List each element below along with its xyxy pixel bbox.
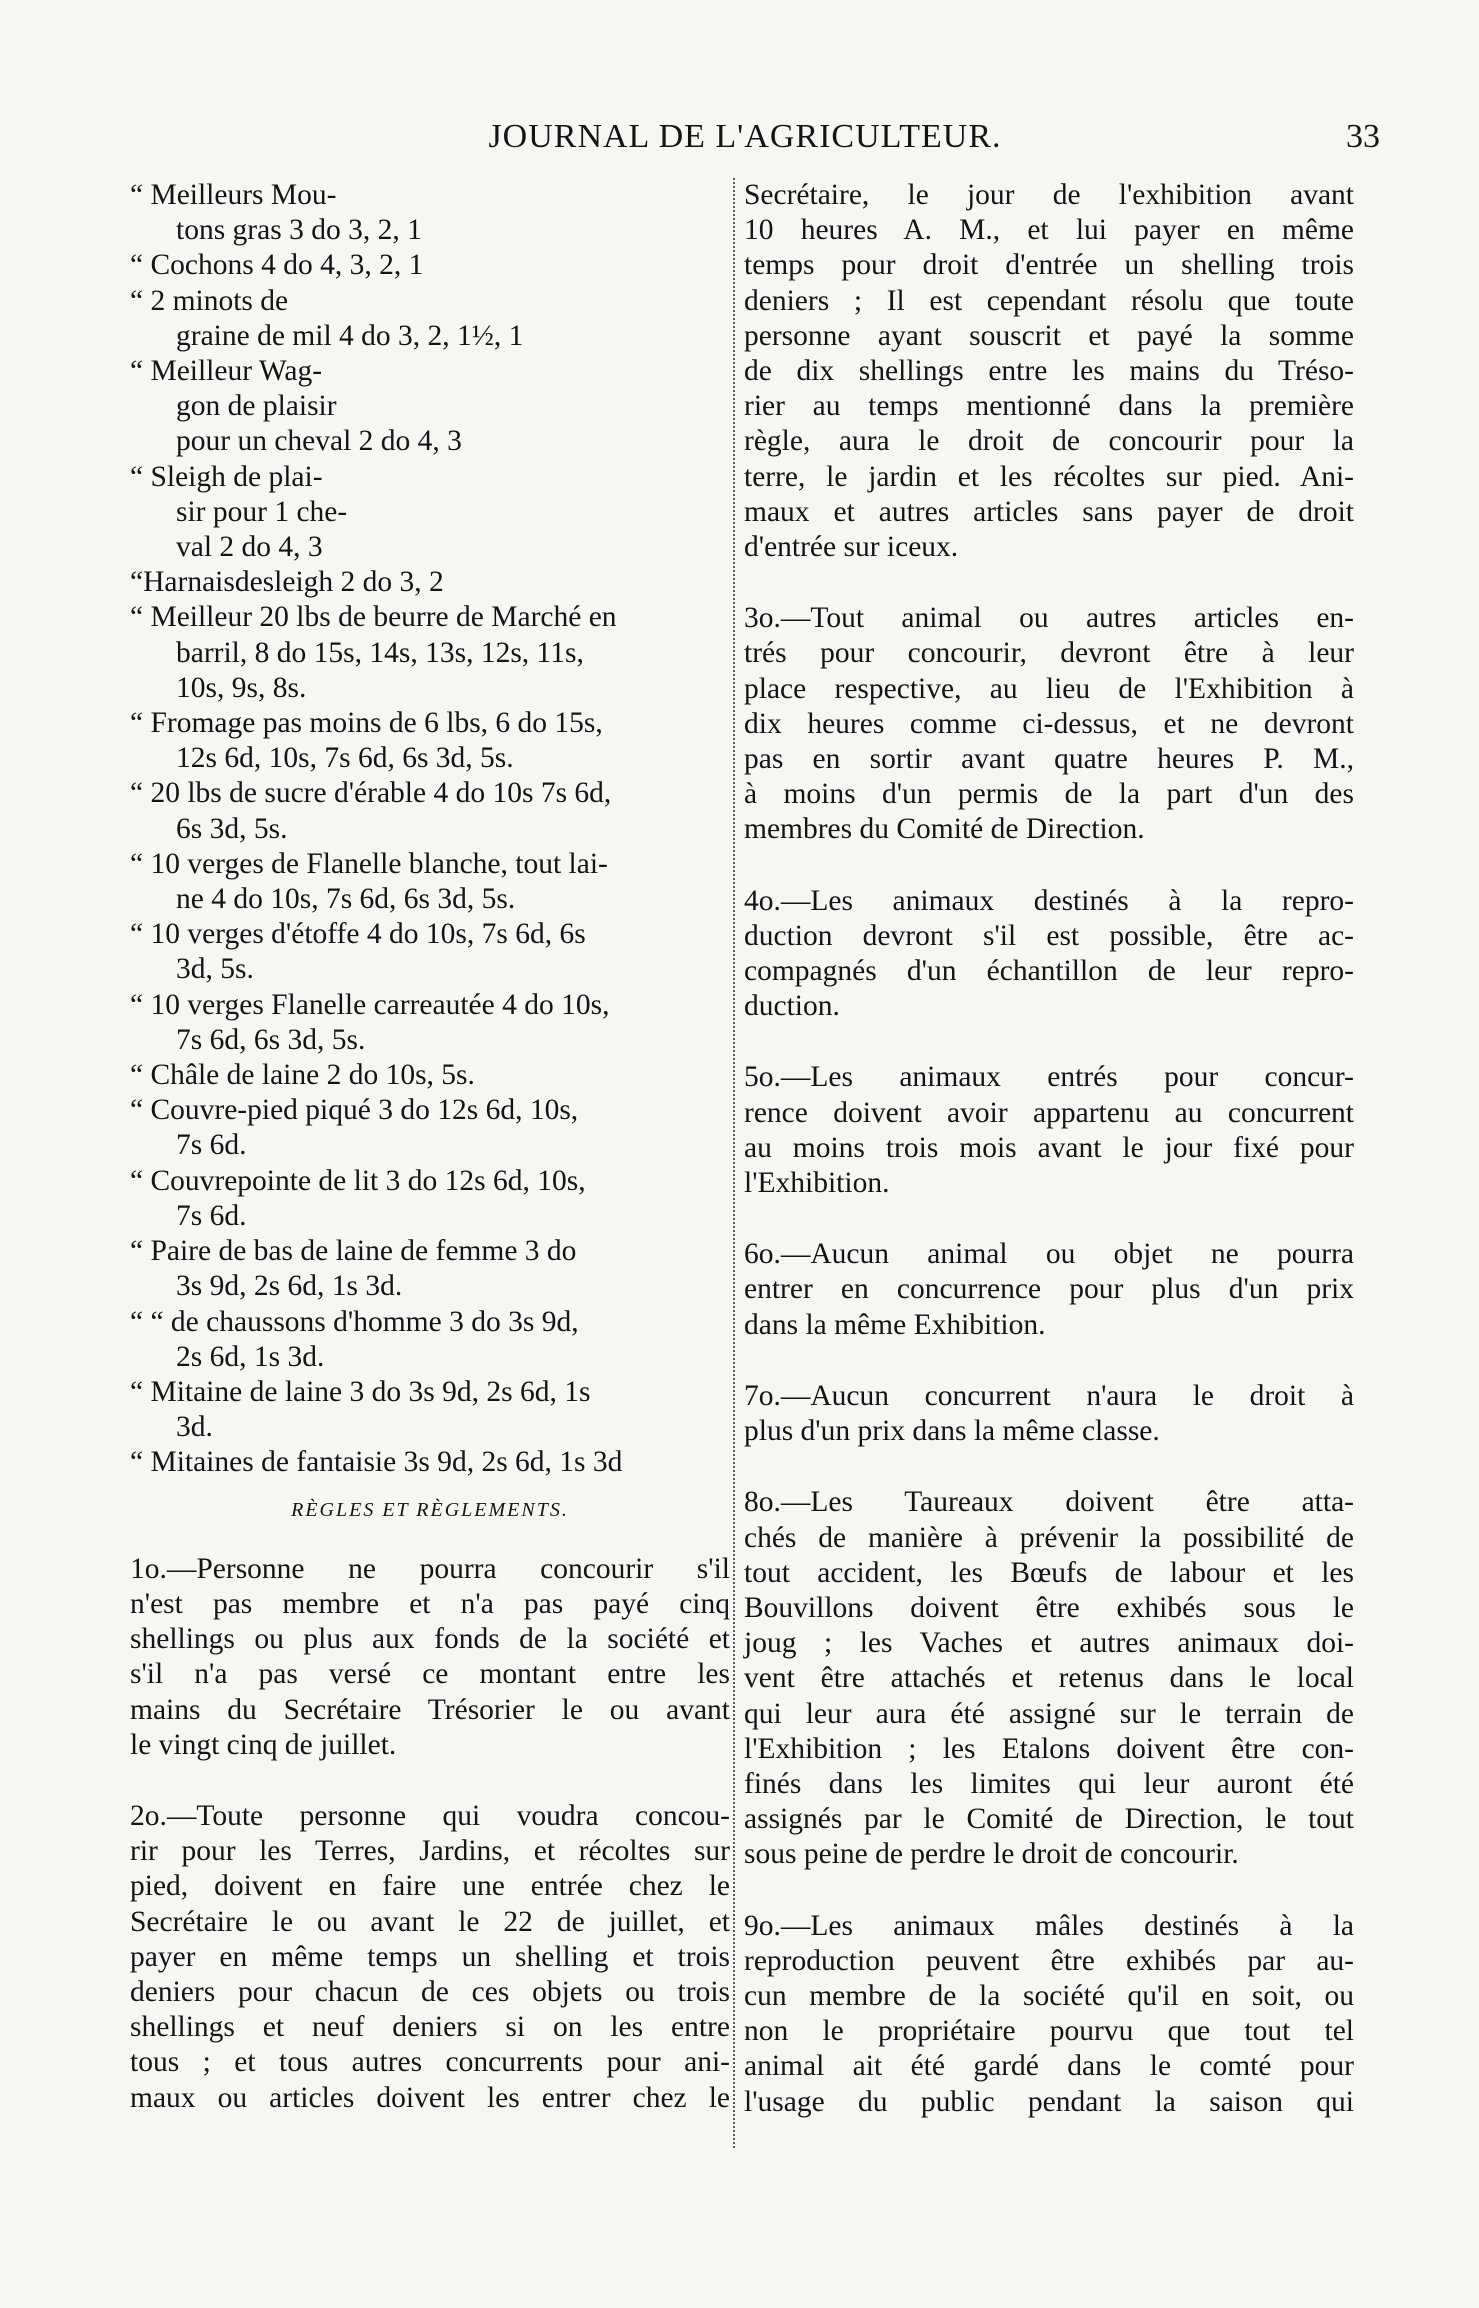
text-line: l'usage du public pendant la saison qui — [744, 2085, 1354, 2118]
text-line: animal ait été gardé dans le comté pour — [744, 2050, 1354, 2083]
section-title: RÈGLES ET RÈGLEMENTS. — [291, 1498, 569, 1521]
rule-5 — [744, 1060, 1354, 1201]
text-line: 7o.—Aucun concurrent n'aura le droit à — [744, 1379, 1354, 1412]
text-line: entrer en concurrence pour plus d'un prix — [744, 1273, 1354, 1306]
text-line: compagnés d'un échantillon de leur repro- — [744, 955, 1354, 988]
prize-line: “ 10 verges Flanelle carreautée 4 do 10s, — [130, 988, 610, 1021]
text-line: tout accident, les Bœufs de labour et les — [744, 1556, 1354, 1589]
rule-1 — [130, 1552, 730, 1763]
text-line: duction. — [744, 990, 840, 1023]
rule-4 — [744, 884, 1354, 1025]
text-line: qui leur aura été assigné sur le terrain de — [744, 1697, 1354, 1730]
text-line: shellings et neuf deniers si on les entre — [130, 2011, 730, 2044]
prize-line: “ “ de chaussons d'homme 3 do 3s 9d, — [130, 1305, 579, 1338]
prize-line: “ Châle de laine 2 do 10s, 5s. — [130, 1059, 475, 1092]
text-line: trés pour concourir, devront être à leur — [744, 637, 1354, 670]
prize-line: “ 10 verges d'étoffe 4 do 10s, 7s 6d, 6s — [130, 918, 586, 951]
text-line: rir pour les Terres, Jardins, et récoltes sur — [130, 1835, 730, 1868]
prize-line: “ Couvrepointe de lit 3 do 12s 6d, 10s, — [130, 1164, 586, 1197]
text-line: 1o.—Personne ne pourra concourir s'il — [130, 1552, 730, 1585]
text-line: 4o.—Les animaux destinés à la repro- — [744, 884, 1354, 917]
text-line: pas en sortir avant quatre heures P. M., — [744, 743, 1354, 776]
text-line: maux et autres articles sans payer de droit — [744, 495, 1354, 528]
prize-line: “ 2 minots de — [130, 284, 289, 317]
prize-line: “ Meilleurs Mou- — [130, 179, 337, 211]
page-number: 33 — [1346, 118, 1380, 155]
prize-line: “ Fromage pas moins de 6 lbs, 6 do 15s, — [130, 707, 603, 740]
text-line: reproduction peuvent être exhibés par au- — [744, 1944, 1354, 1977]
prize-line: 3s 9d, 2s 6d, 1s 3d. — [176, 1270, 403, 1303]
text-line: de dix shellings entre les mains du Tréso- — [744, 355, 1354, 388]
prize-line: 7s 6d. — [176, 1129, 247, 1162]
text-line: pied, doivent en faire une entrée chez le — [130, 1870, 730, 1903]
rule-6 — [744, 1237, 1354, 1343]
text-line: temps pour droit d'entrée un shelling trois — [744, 249, 1354, 282]
left-column — [130, 178, 730, 2116]
prize-line: val 2 do 4, 3 — [176, 531, 323, 564]
rule-3 — [744, 601, 1354, 847]
rule-7 — [744, 1379, 1354, 1449]
prize-line: gon de plaisir — [176, 390, 337, 423]
text-line: 8o.—Les Taureaux doivent être atta- — [744, 1486, 1354, 1519]
prize-line: 6s 3d, 5s. — [176, 812, 288, 845]
prize-list — [130, 178, 730, 1481]
text-line: place respective, au lieu de l'Exhibition à — [744, 672, 1354, 705]
text-line: Secrétaire le ou avant le 22 de juillet, et — [130, 1905, 730, 1938]
rule-9 — [744, 1909, 1354, 2120]
page-header — [110, 118, 1380, 168]
prize-line: pour un cheval 2 do 4, 3 — [176, 425, 462, 458]
text-line: rence doivent avoir appartenu au concurrent — [744, 1096, 1354, 1129]
prize-line: 7s 6d, 6s 3d, 5s. — [176, 1023, 366, 1056]
text-line: Secrétaire, le jour de l'exhibition avant — [744, 179, 1354, 211]
prize-line: 10s, 9s, 8s. — [176, 671, 307, 704]
text-line: 5o.—Les animaux entrés pour concur- — [744, 1061, 1354, 1094]
text-line: mains du Secrétaire Trésorier le ou avant — [130, 1693, 730, 1726]
prize-line: “ Meilleur 20 lbs de beurre de Marché en — [130, 601, 617, 634]
prize-line: graine de mil 4 do 3, 2, 1½, 1 — [176, 319, 524, 352]
text-line: maux ou articles doivent les entrer chez le — [130, 2081, 730, 2114]
text-line: assignés par le Comité de Direction, le tout — [744, 1803, 1354, 1836]
text-line: membres du Comité de Direction. — [744, 813, 1145, 846]
text-line: sous peine de perdre le droit de concourir. — [744, 1838, 1239, 1871]
text-line: 2o.—Toute personne qui voudra concou- — [130, 1799, 730, 1832]
prize-line: “ 20 lbs de sucre d'érable 4 do 10s 7s 6d, — [130, 777, 612, 810]
prize-line: sir pour 1 che- — [176, 495, 348, 528]
prize-line: “Harnaisdesleigh 2 do 3, 2 — [130, 566, 444, 599]
text-line: règle, aura le droit de concourir pour la — [744, 425, 1354, 458]
text-line: s'il n'a pas versé ce montant entre les — [130, 1658, 730, 1691]
prize-line: “ Meilleur Wag- — [130, 355, 323, 388]
text-line: 9o.—Les animaux mâles destinés à la — [744, 1909, 1354, 1942]
prize-line: 3d. — [176, 1411, 213, 1444]
text-line: duction devront s'il est possible, être ac- — [744, 919, 1354, 952]
text-line: n'est pas membre et n'a pas payé cinq — [130, 1587, 730, 1620]
prize-line: “ Paire de bas de laine de femme 3 do — [130, 1235, 577, 1268]
text-line: l'Exhibition. — [744, 1167, 890, 1200]
prize-line: 3d, 5s. — [176, 953, 254, 986]
column-divider — [733, 178, 735, 2148]
text-line: l'Exhibition ; les Etalons doivent être con- — [744, 1732, 1354, 1765]
text-line: tous ; et tous autres concurrents pour ani- — [130, 2046, 730, 2079]
prize-line: barril, 8 do 15s, 14s, 13s, 12s, 11s, — [176, 636, 584, 669]
prize-line: 2s 6d, 1s 3d. — [176, 1340, 325, 1373]
text-line: finés dans les limites qui leur auront été — [744, 1767, 1354, 1800]
text-line: terre, le jardin et les récoltes sur pied. Ani- — [744, 460, 1354, 493]
text-line: deniers ; Il est cependant résolu que toute — [744, 284, 1354, 317]
text-line: chés de manière à prévenir la possibilité de — [744, 1521, 1354, 1554]
prize-line: “ Sleigh de plai- — [130, 460, 323, 493]
prize-line: “ Couvre-pied piqué 3 do 12s 6d, 10s, — [130, 1094, 579, 1127]
text-line: rier au temps mentionné dans la première — [744, 390, 1354, 423]
text-line: vent être attachés et retenus dans le local — [744, 1662, 1354, 1695]
text-line: 6o.—Aucun animal ou objet ne pourra — [744, 1238, 1354, 1271]
text-line: non le propriétaire pourvu que tout tel — [744, 2015, 1354, 2048]
text-line: le vingt cinq de juillet. — [130, 1728, 397, 1761]
text-line: deniers pour chacun de ces objets ou trois — [130, 1975, 730, 2008]
prize-line: 7s 6d. — [176, 1199, 247, 1232]
text-line: payer en même temps un shelling et trois — [130, 1940, 730, 1973]
prize-line: “ 10 verges de Flanelle blanche, tout lai- — [130, 847, 608, 880]
text-line: 3o.—Tout animal ou autres articles en- — [744, 602, 1354, 635]
running-head: JOURNAL DE L'AGRICULTEUR. — [488, 118, 1002, 155]
rule-2-continued — [744, 178, 1354, 565]
prize-line: “ Cochons 4 do 4, 3, 2, 1 — [130, 249, 424, 282]
rule-8 — [744, 1485, 1354, 1872]
text-line: plus d'un prix dans la même classe. — [744, 1415, 1160, 1448]
text-line: au moins trois mois avant le jour fixé pour — [744, 1131, 1354, 1164]
prize-line: tons gras 3 do 3, 2, 1 — [176, 214, 422, 247]
prize-line: “ Mitaine de laine 3 do 3s 9d, 2s 6d, 1s — [130, 1375, 591, 1408]
text-line: dix heures comme ci-dessus, et ne devront — [744, 707, 1354, 740]
text-line: joug ; les Vaches et autres animaux doi- — [744, 1627, 1354, 1660]
text-line: cun membre de la société qu'il en soit, ou — [744, 1979, 1354, 2012]
text-line: d'entrée sur iceux. — [744, 531, 959, 564]
text-line: dans la même Exhibition. — [744, 1308, 1046, 1341]
rule-2 — [130, 1799, 730, 2116]
text-line: Bouvillons doivent être exhibés sous le — [744, 1591, 1354, 1624]
text-line: shellings ou plus aux fonds de la société et — [130, 1623, 730, 1656]
prize-line: “ Mitaines de fantaisie 3s 9d, 2s 6d, 1s 3d — [130, 1446, 623, 1479]
text-line: personne ayant souscrit et payé la somme — [744, 319, 1354, 352]
text-line: 10 heures A. M., et lui payer en même — [744, 214, 1354, 247]
text-line: à moins d'un permis de la part d'un des — [744, 778, 1354, 811]
prize-line: 12s 6d, 10s, 7s 6d, 6s 3d, 5s. — [176, 742, 514, 775]
right-column — [744, 178, 1354, 2120]
prize-line: ne 4 do 10s, 7s 6d, 6s 3d, 5s. — [176, 883, 516, 916]
